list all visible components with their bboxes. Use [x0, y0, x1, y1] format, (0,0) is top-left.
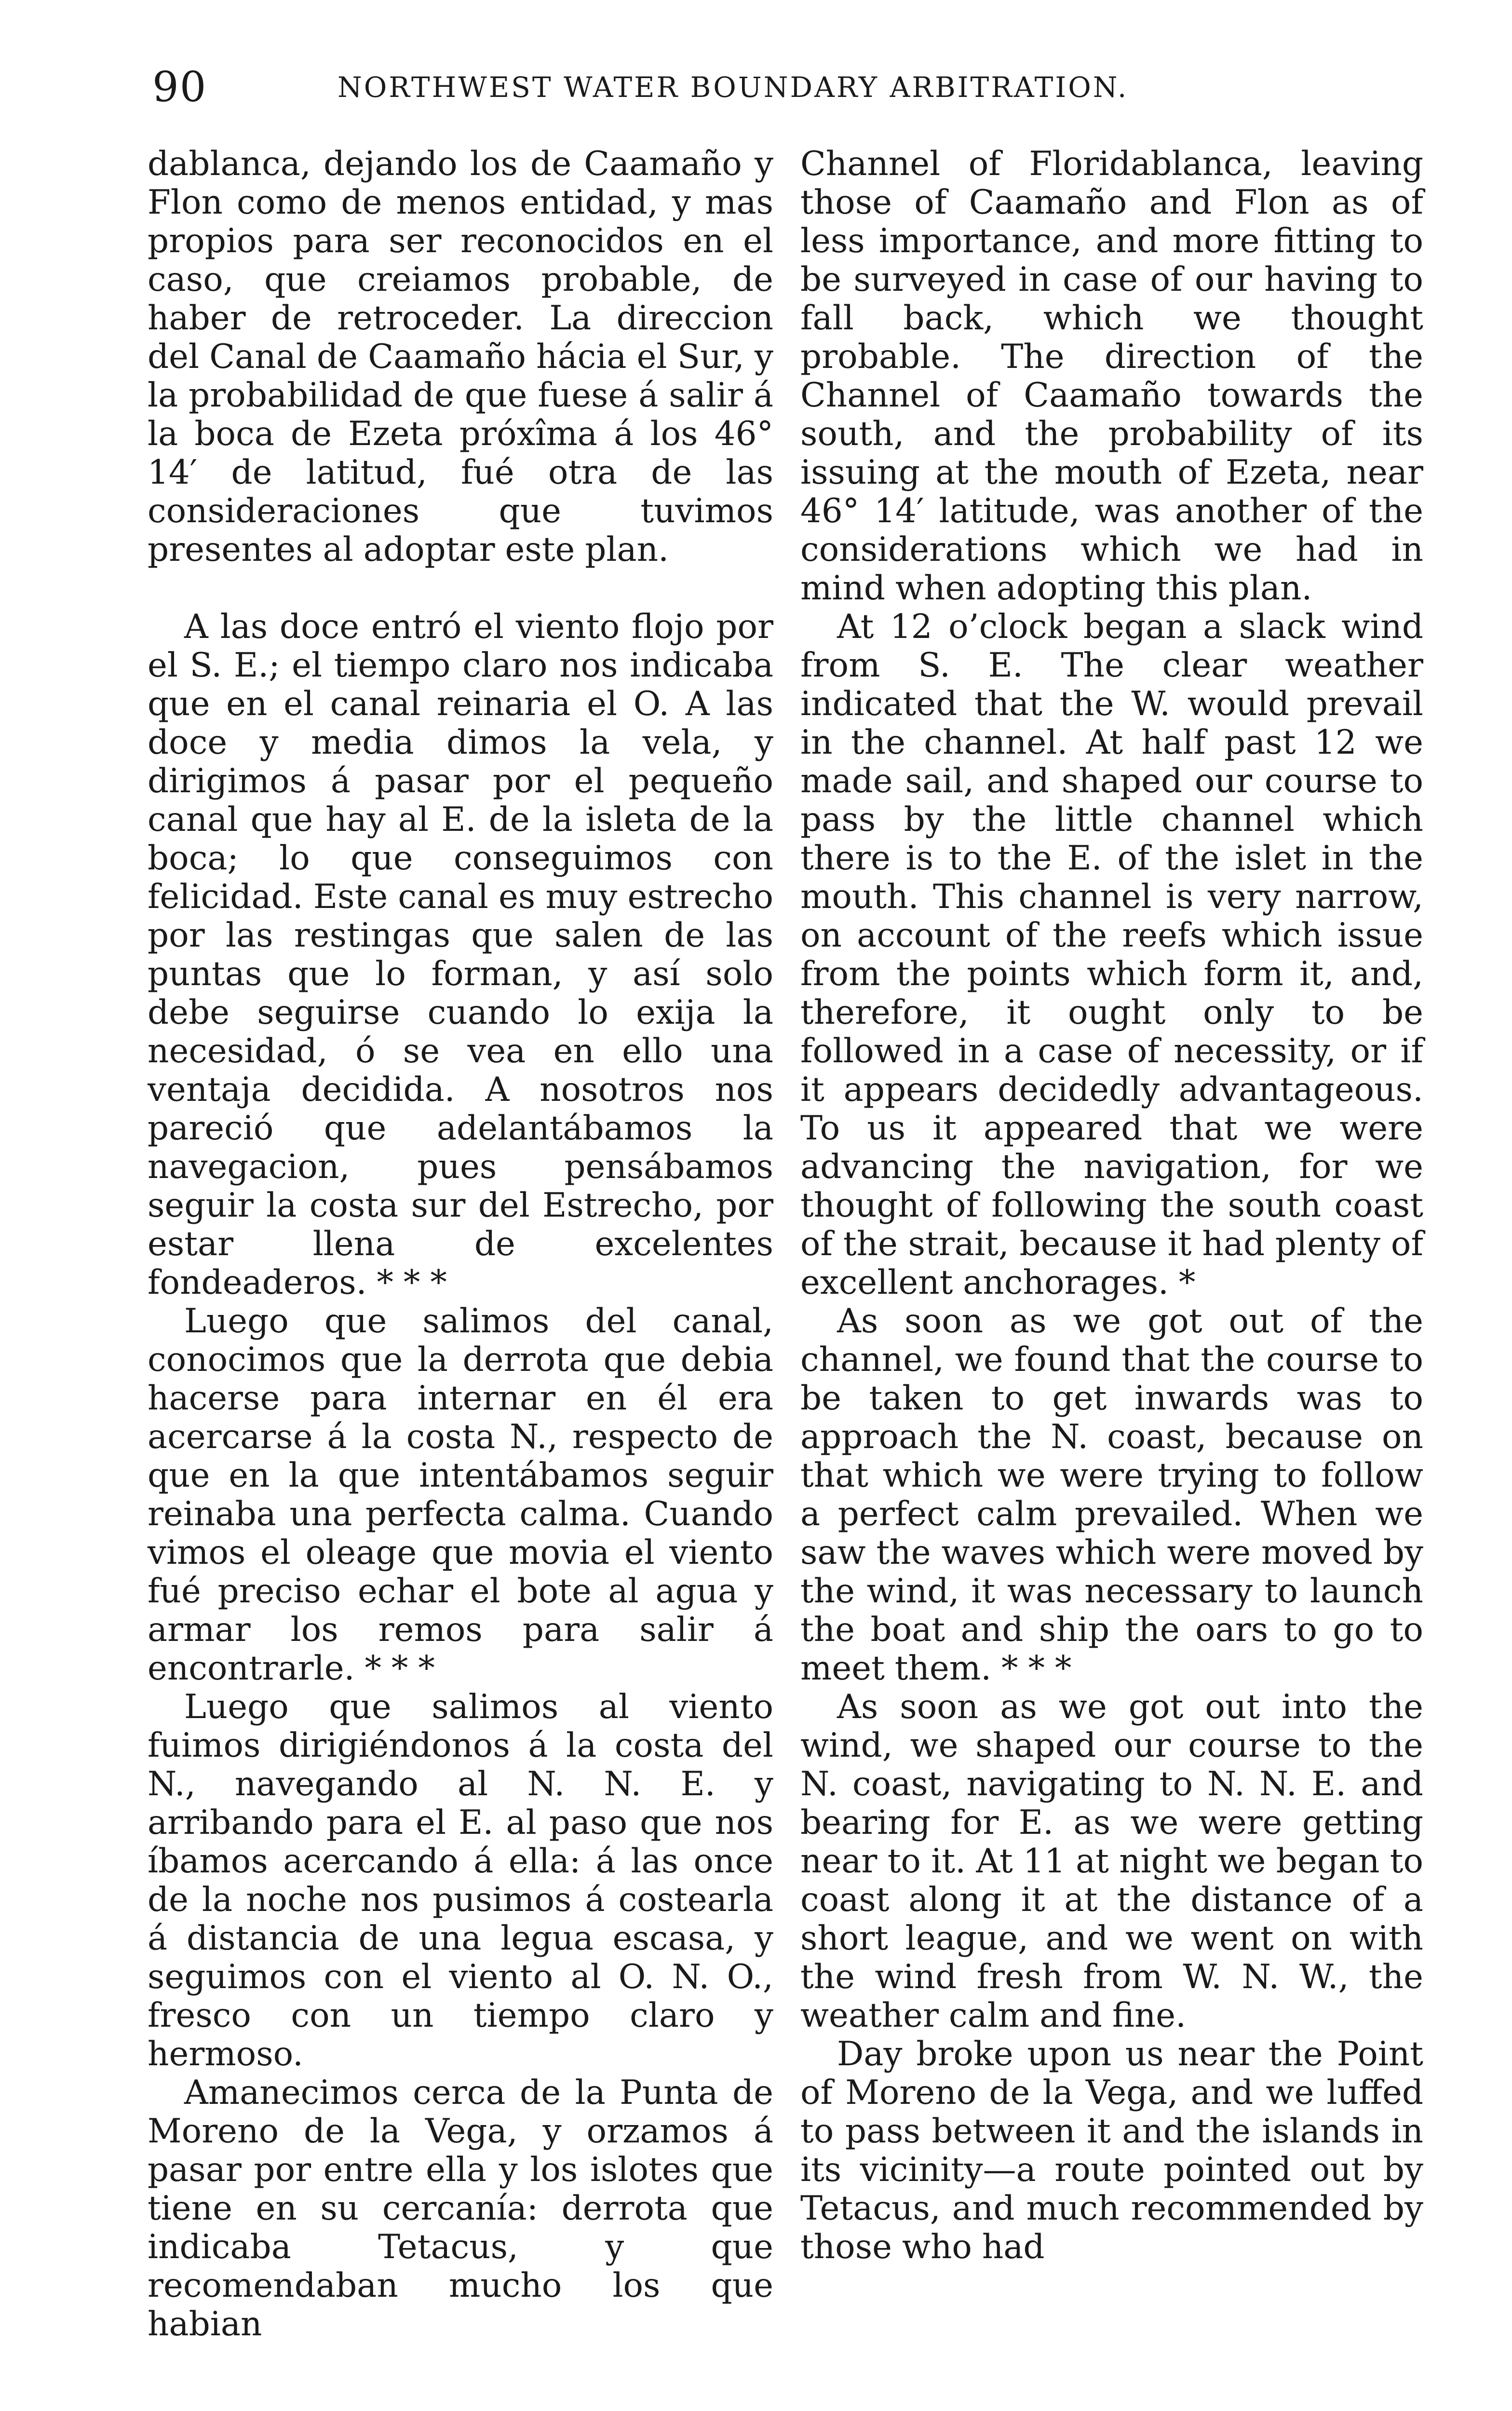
english-paragraph-5: Day broke upon us near the Point of Moreno de la Vega, and we luffed to pass between it and the islands in its vicinity—a route pointed out by Tetacus, and much recommended by those who had	[800, 2035, 1423, 2266]
spanish-paragraph-5: Amanecimos cerca de la Punta de Moreno de la Vega, y orzamos á pasar por entre ella y los islotes que tiene en su cercanía: derrota que indicaba Tetacus, y que recomendaban mucho los que habian	[148, 2073, 773, 2343]
english-column	[800, 145, 1423, 2266]
spanish-paragraph-1: dablanca, dejando los de Caamaño y Flon como de menos entidad, y mas propios para ser reconocidos en el caso, que creiamos probable, de haber de retroceder. La direccion del Canal de Caamaño hácia el Sur, y la probabilidad de que fuese á salir á la boca de Ezeta próxîma á los 46° 14′ de latitud, fué otra de las consideraciones que tuvimos presentes al adoptar este plan.	[148, 145, 773, 569]
page-number: 90	[152, 63, 207, 111]
english-paragraph-2: At 12 o’clock began a slack wind from S. E. The clear weather indicated that the W. would prevail in the channel. At half past 12 we made sail, and shaped our course to pass by the little channel which there is to the E. of the islet in the mouth. This channel is very narrow, on account of the reefs which issue from the points which form it, and, therefore, it ought only to be followed in a case of necessity, or if it appears decidedly advantageous. To us it appeared that we were advancing the navigation, for we thought of following the south coast of the strait, because it had plenty of excellent anchorages. *	[800, 608, 1423, 1302]
spanish-paragraph-4: Luego que salimos al viento fuimos dirigiéndonos á la costa del N., navegando al N. N. E. y arribando para el E. al paso que nos íbamos acercando á ella: á las once de la noche nos pusimos á costearla á distancia de una legua escasa, y seguimos con el viento al O. N. O., fresco con un tiempo claro y hermoso.	[148, 1688, 773, 2073]
running-title: NORTHWEST WATER BOUNDARY ARBITRATION.	[338, 71, 1129, 104]
english-paragraph-1: Channel of Floridablanca, leaving those of Caamaño and Flon as of less importance, and more fitting to be surveyed in case of our having to fall back, which we thought probable. The direction of the Channel of Caamaño towards the south, and the probability of its issuing at the mouth of Ezeta, near 46° 14′ latitude, was another of the considerations which we had in mind when adopting this plan.	[800, 145, 1423, 608]
english-paragraph-3: As soon as we got out of the channel, we found that the course to be taken to get inwards was to approach the N. coast, because on that which we were trying to follow a perfect calm prevailed. When we saw the waves which were moved by the wind, it was necessary to launch the boat and ship the oars to go to meet them. * * *	[800, 1302, 1423, 1688]
spanish-paragraph-3: Luego que salimos del canal, conocimos que la derrota que debia hacerse para internar en él era acercarse á la costa N., respecto de que en la que intentábamos seguir reinaba una perfecta calma. Cuando vimos el oleage que movia el viento fué preciso echar el bote al agua y armar los remos para salir á encontrarle. * * *	[148, 1302, 773, 1688]
spanish-paragraph-2: A las doce entró el viento flojo por el S. E.; el tiempo claro nos indicaba que en el canal reinaria el O. A las doce y media dimos la vela, y dirigimos á pasar por el pequeño canal que hay al E. de la isleta de la boca; lo que conseguimos con felicidad. Este canal es muy estrecho por las restingas que salen de las puntas que lo forman, y así solo debe seguirse cuando lo exija la necesidad, ó se vea en ello una ventaja decidida. A nosotros nos pareció que adelantábamos la navegacion, pues pensábamos seguir la costa sur del Estrecho, por estar llena de excelentes fondeaderos. * * *	[148, 608, 773, 1302]
english-paragraph-4: As soon as we got out into the wind, we shaped our course to the N. coast, navigating to N. N. E. and bearing for E. as we were getting near to it. At 11 at night we began to coast along it at the distance of a short league, and we went on with the wind fresh from W. N. W., the weather calm and fine.	[800, 1688, 1423, 2035]
spanish-column	[148, 145, 773, 2343]
